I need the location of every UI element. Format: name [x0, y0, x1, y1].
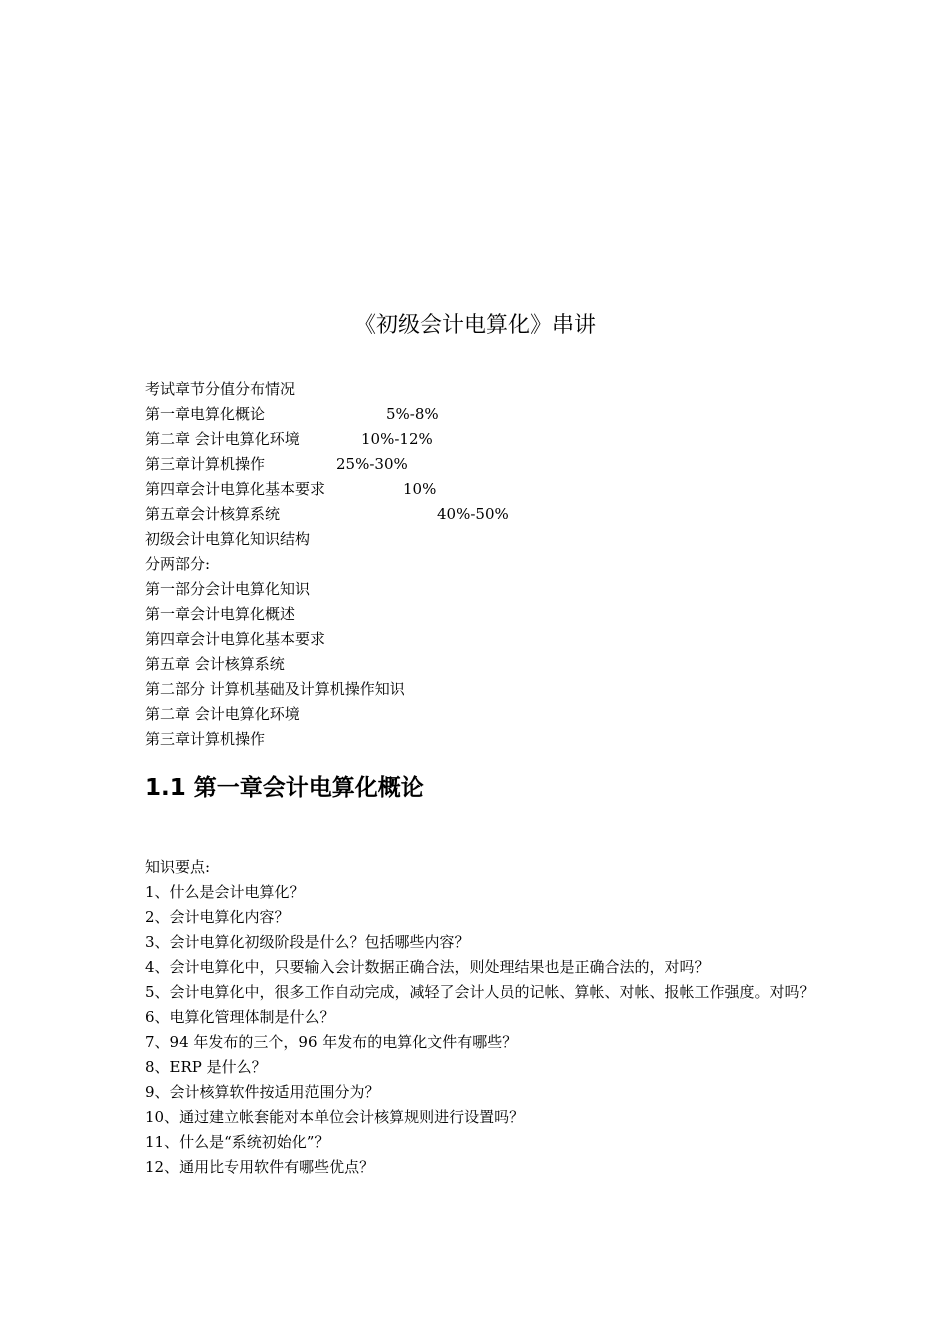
intro-block: [145, 377, 825, 752]
structure-line: 第二部分 计算机基础及计算机操作知识: [145, 680, 405, 698]
knowledge-point: 12、通用比专用软件有哪些优点？: [145, 1158, 375, 1176]
chapter-row: [145, 402, 825, 427]
structure-line: 第五章 会计核算系统: [145, 655, 285, 673]
chapter-weight: 25%-30%: [336, 455, 408, 473]
chapter-weight: 10%-12%: [361, 430, 433, 448]
knowledge-point: 4、会计电算化中，只要输入会计数据正确合法，则处理结果也是正确合法的，对吗？: [145, 958, 710, 976]
distribution-heading: 考试章节分值分布情况: [145, 380, 296, 398]
knowledge-point: 10、通过建立帐套能对本单位会计核算规则进行设置吗？: [145, 1108, 525, 1126]
chapter-name: 第二章 会计电算化环境: [145, 430, 300, 448]
structure-line: 第二章 会计电算化环境: [145, 705, 300, 723]
chapter-weight: 40%-50%: [437, 505, 509, 523]
knowledge-point: 2、会计电算化内容？: [145, 908, 290, 926]
chapter-row: [145, 452, 825, 477]
structure-line: 第三章计算机操作: [145, 730, 266, 748]
knowledge-point: 11、什么是“系统初始化”？: [145, 1133, 330, 1151]
structure-line: 第四章会计电算化基本要求: [145, 630, 326, 648]
knowledge-point: 3、会计电算化初级阶段是什么？包括哪些内容？: [145, 933, 470, 951]
chapter-row: [145, 477, 825, 502]
knowledge-point: 7、94 年发布的三个，96 年发布的电算化文件有哪些？: [145, 1033, 518, 1051]
knowledge-point: 1、什么是会计电算化？: [145, 883, 305, 901]
structure-line: 第一章会计电算化概述: [145, 605, 296, 623]
knowledge-point: 8、ERP 是什么？: [145, 1058, 267, 1076]
document-title: 《初级会计电算化》串讲: [353, 313, 596, 338]
chapter-name: 第一章电算化概论: [145, 405, 266, 423]
knowledge-point: 5、会计电算化中，很多工作自动完成，减轻了会计人员的记帐、算帐、对帐、报帐工作强度。对吗？: [145, 983, 815, 1001]
points-label: 知识要点:: [145, 858, 211, 876]
knowledge-point: 6、电算化管理体制是什么？: [145, 1008, 335, 1026]
structure-line: 初级会计电算化知识结构: [145, 530, 311, 548]
structure-line: 分两部分:: [145, 555, 211, 573]
section-heading: 1.1 第一章会计电算化概论: [145, 775, 424, 801]
chapter-weight: 5%-8%: [386, 405, 439, 423]
structure-line: 第一部分会计电算化知识: [145, 580, 311, 598]
knowledge-points: [145, 855, 825, 1180]
chapter-name: 第三章计算机操作: [145, 455, 266, 473]
chapter-row: [145, 502, 825, 527]
knowledge-point: 9、会计核算软件按适用范围分为？: [145, 1083, 380, 1101]
chapter-name: 第五章会计核算系统: [145, 505, 281, 523]
chapter-name: 第四章会计电算化基本要求: [145, 480, 326, 498]
chapter-weight: 10%: [403, 480, 437, 498]
chapter-row: [145, 427, 825, 452]
